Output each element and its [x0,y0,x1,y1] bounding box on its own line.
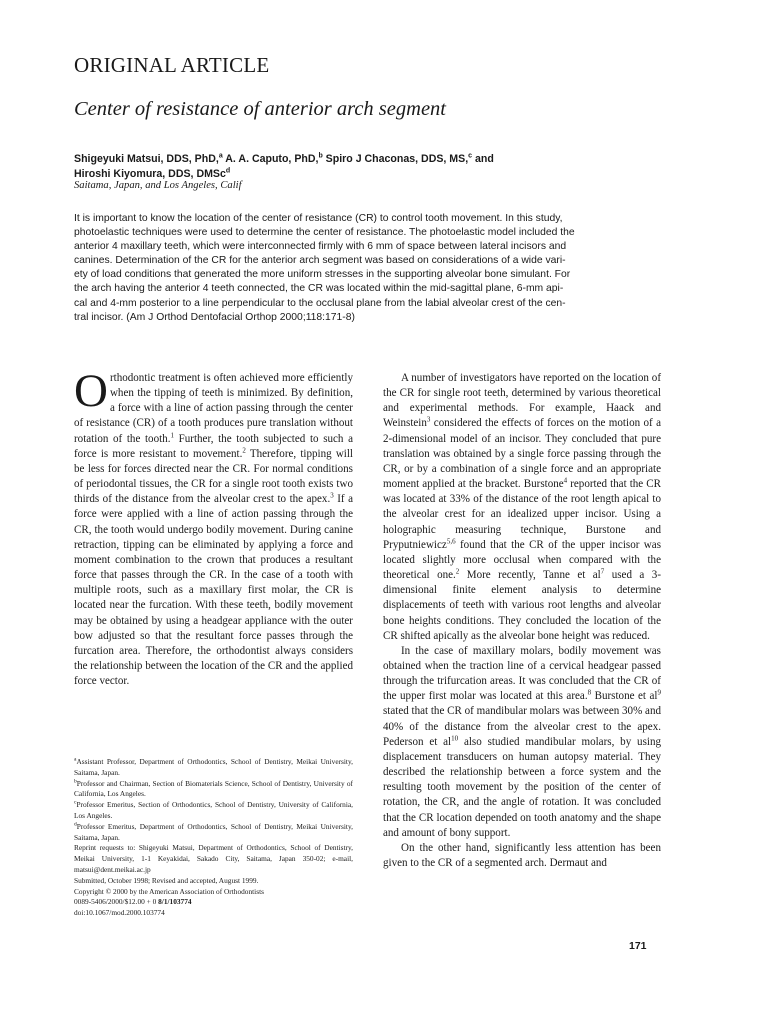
citation-superscript: 3 [330,491,334,500]
doi: doi:10.1067/mod.2000.103774 [74,908,165,918]
citation-superscript: 3 [426,415,431,424]
body-column-left [74,365,353,689]
abstract-line: tral incisor. (Am J Orthod Dentofacial Orthop 2000;118:171-8) [74,311,355,323]
citation-superscript: 9 [657,688,661,697]
affiliation-marker: b [318,152,323,160]
drop-cap: O [74,365,108,417]
paragraph-text: rthodontic treatment is often achieved more efficiently when the tipping of teeth is minimized. By definition, a force with a line of action passing through the center of resistance (CR) of a tooth produces pure translation without rotation of the tooth.$^1$ Further, the tooth subjected to such a force is more resistant to movement.$^2$ Therefore, tipping will be less for forces directed near the CR. For normal conditions of periodontal tissues, the CR for a single root tooth exists two thirds of the distance from the alveolar crest to the apex.$^3$ If a force were applied with a line of action passing through the CR, the tooth would undergo bodily movement. During canine retraction, tipping can be eliminated by applying a force and moment combination to the crown that produces a resultant force that passes through the CR. In the case of a tooth with multiple roots, such as a maxillary first molar, the CR is located near the furcation. With these teeth, bodily movement may be obtained by using a headgear appliance with the outer bow adjusted so that the resultant force passes through the furcation area. Therefore, the orthodontist always considers the relationship between the location of the CR and the applied force vector. [74,372,353,688]
affiliation-marker: a [218,152,223,160]
abstract-line: It is important to know the location of the center of resistance (CR) to control tooth movement. In this study, [74,213,563,224]
article-title: Center of resistance of anterior arch segment [74,98,446,120]
copyright: Copyright © 2000 by the American Association of Orthodontists [74,886,264,896]
abstract [74,212,616,325]
footnote-text: Professor and Chairman, Section of Biomaterials Science, School of Dentistry, University of California, Los Angeles. [74,778,353,799]
footnote-marker: b [74,778,77,785]
footnote [74,779,353,801]
footnote [74,800,353,822]
author-name: Hiroshi Kiyomura, DDS, DMSc [74,167,226,180]
footnote-text: Assistant Professor, Department of Orthodontics, School of Dentistry, Meikai University, Saitama, Japan. [74,757,353,777]
author-list [74,152,674,181]
citation-superscript: 10 [451,734,459,743]
issn: 0089-5406/2000/$12.00 + 0 [74,897,159,907]
paragraph: A number of investigators have reported on the location of the CR for single root teeth, determined by various theoretical and experimental methods. For example, Haack and Weinstein$^3$ considered the effects of forces on the motion of a 2-dimensional model of an incisor. They concluded that pure translation was obtained by a single force passing through the CR, or by a combination of a single force and an appropriate moment applied at the bracket. Burstone$^4$ reported that the CR was located at 33% of the distance of the root length apical to the alveolar crest for an idealized upper incisor. Using a holographic measuring technique, Burstone and Pryputniewicz$^{5,6}$ found that the CR of the upper incisor was located slightly more occlusal when compared with the theoretical one.$^2$ More recently, Tanne et $al^7$ used a 3-dimensional finite element analysis to determine displacements of teeth with various root lengths and alveolar bone heights conditions. They concluded the location of the CR shifted apically as the alveolar bone height was reduced. [383,372,661,642]
footnote-marker: d [74,821,77,828]
citation-superscript: 4 [563,476,568,485]
footnote-marker: a [74,756,77,763]
author-location: Saitama, Japan, and Los Angeles, Calif [74,180,242,191]
article-code: 8/1/103774 [158,897,192,907]
footnote-text: Professor Emeritus, Section of Orthodontics, School of Dentistry, University of California, Los Angeles. [74,800,353,820]
page-number: 171 [629,940,647,952]
affiliation-marker: c [468,152,473,160]
author-name: Shigeyuki Matsui, DDS, PhD, [74,153,219,165]
footnote-text: Professor Emeritus, Department of Orthodontics, School of Dentistry, Meikai University, Saitama, Japan. [74,821,353,842]
citation-superscript: 2 [242,446,246,455]
citation-superscript: 7 [600,567,605,576]
citation-superscript: 2 [455,567,460,576]
affiliation-marker: d [225,166,231,174]
citation-superscript: 1 [170,430,174,439]
footnotes [74,757,353,919]
abstract-line: the arch having the anterior 4 teeth connected, the CR was located within the mid-sagittal plane, 6-mm api- [74,283,564,295]
footnote [74,757,353,779]
abstract-line: anterior 4 maxillary teeth, which were interconnected firmly with 6 mm of space between lateral incisors and [74,241,567,253]
abstract-line: cal and 4-mm posterior to a line perpendicular to the occlusal plane from the labial alveolar crest of the cen- [74,297,566,309]
submission-dates: Submitted, October 1998; Revised and accepted, August 1999. [74,875,259,885]
issn-line [74,897,353,908]
abstract-line: ety of load conditions that generated the more uniform stresses in the supporting alveolar bone simulant. For [74,269,571,281]
footnote [74,822,353,844]
abstract-line: canines. Determination of the CR for the anterior arch segment was based on considerations of a wide vari- [74,255,566,267]
citation-superscript: 5,6 [446,537,456,546]
body-column-right [383,371,661,871]
author-name: Spiro J Chaconas, DDS, MS, [322,153,469,165]
paragraph [74,365,353,689]
section-label: ORIGINAL ARTICLE [74,53,270,77]
author-name: A. A. Caputo, PhD, [222,153,319,165]
footnote-marker: c [74,799,77,806]
reprint-requests: Reprint requests to: Shigeyuki Matsui, Department of Orthodontics, School of Dentistry, Meikai University, 1-1 Keyakidai, Sakado City, Saitama, Japan 350-02; e-mail, matsui@dent.meikai.ac.jp [74,843,353,874]
paragraph: On the other hand, significantly less attention has been given to the CR of a segmented arch. Dermaut and [383,841,661,869]
author-conjunction: and [472,153,494,165]
citation-superscript: 8 [587,688,592,697]
abstract-line: photoelastic techniques were used to determine the center of resistance. The photoelastic model included the [74,227,575,239]
paragraph: In the case of maxillary molars, bodily movement was obtained when the traction line of a cervical headgear passed through the trifurcation areas. It was concluded that the CR of the upper first molar was located at this area.$^8$ Burstone et $al^9$ stated that the CR of mandibular molars was between 30% and 40% of the distance from the alveolar crest to the apex. Pederson et $al^{10}$ also studied mandibular molars, by using displacement transducers on human autopsy material. They described the relationship between a force system and the resulting tooth movement by the position of the center of rotation, the CR, and the angle of rotation. It was concluded that the CR location depended on tooth anatomy and the shape and amount of bony support. [383,644,661,839]
